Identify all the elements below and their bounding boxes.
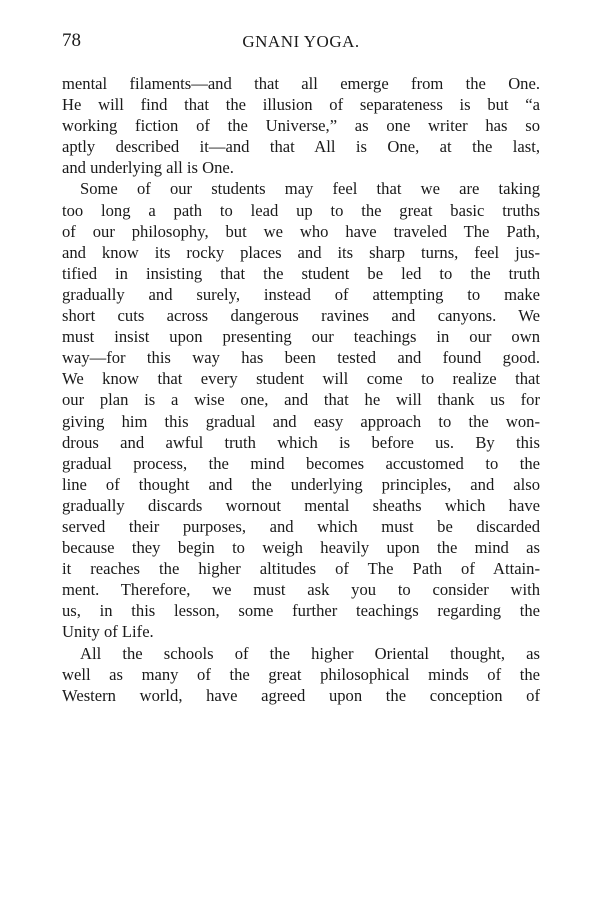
text-line: We know that every student will come to realize that <box>62 369 540 389</box>
running-header <box>62 30 540 54</box>
text-line: well as many of the great philosophical minds of the <box>62 664 540 684</box>
text-line: tified in insisting that the student be led to the truth <box>62 263 540 283</box>
text-line: drous and awful truth which is before us. By this <box>62 432 540 452</box>
running-title: GNANI YOGA. <box>242 32 360 51</box>
text-line: gradually discards wornout mental sheaths which have <box>62 495 540 515</box>
text-line: gradual process, the mind becomes accustomed to the <box>62 453 540 473</box>
text-line: All the schools of the higher Oriental thought, as <box>80 643 540 663</box>
paragraph <box>62 73 540 178</box>
text-line: gradually and surely, instead of attempting to make <box>62 284 540 304</box>
text-line: us, in this lesson, some further teachings regarding the <box>62 601 540 621</box>
page-number: 78 <box>62 30 81 51</box>
text-line: way—for this way has been tested and found good. <box>62 348 540 368</box>
text-line: served their purposes, and which must be discarded <box>62 516 540 536</box>
text-line: must insist upon presenting our teachings in our own <box>62 327 540 347</box>
text-line: of our philosophy, but we who have traveled The Path, <box>62 221 540 241</box>
text-line: mental filaments—and that all emerge from the One. <box>62 74 540 93</box>
text-line: because they begin to weigh heavily upon the mind as <box>62 538 540 558</box>
text-line: short cuts across dangerous ravines and canyons. We <box>62 306 540 326</box>
paragraph <box>62 643 540 706</box>
text-line: Western world, have agreed upon the conception of <box>62 685 540 705</box>
text-line: Some of our students may feel that we are taking <box>80 179 540 199</box>
text-line: giving him this gradual and easy approach to the won- <box>62 411 540 431</box>
paragraph <box>62 178 540 642</box>
text-line: He will find that the illusion of separateness is but “a <box>62 95 540 115</box>
text-line: ment. Therefore, we must ask you to consider with <box>62 580 540 600</box>
text-line: aptly described it—and that All is One, at the last, <box>62 137 540 157</box>
text-line: working fiction of the Universe,” as one writer has so <box>62 116 540 136</box>
text-line: our plan is a wise one, and that he will thank us for <box>62 390 540 410</box>
text-line: line of thought and the underlying principles, and also <box>62 474 540 494</box>
text-line: and know its rocky places and its sharp turns, feel jus- <box>62 242 540 262</box>
text-line: too long a path to lead up to the great basic truths <box>62 200 540 220</box>
text-line: and underlying all is One. <box>62 158 234 178</box>
text-line: Unity of Life. <box>62 622 154 642</box>
page-body <box>62 73 540 706</box>
text-line: it reaches the higher altitudes of The Path of Attain- <box>62 559 540 579</box>
